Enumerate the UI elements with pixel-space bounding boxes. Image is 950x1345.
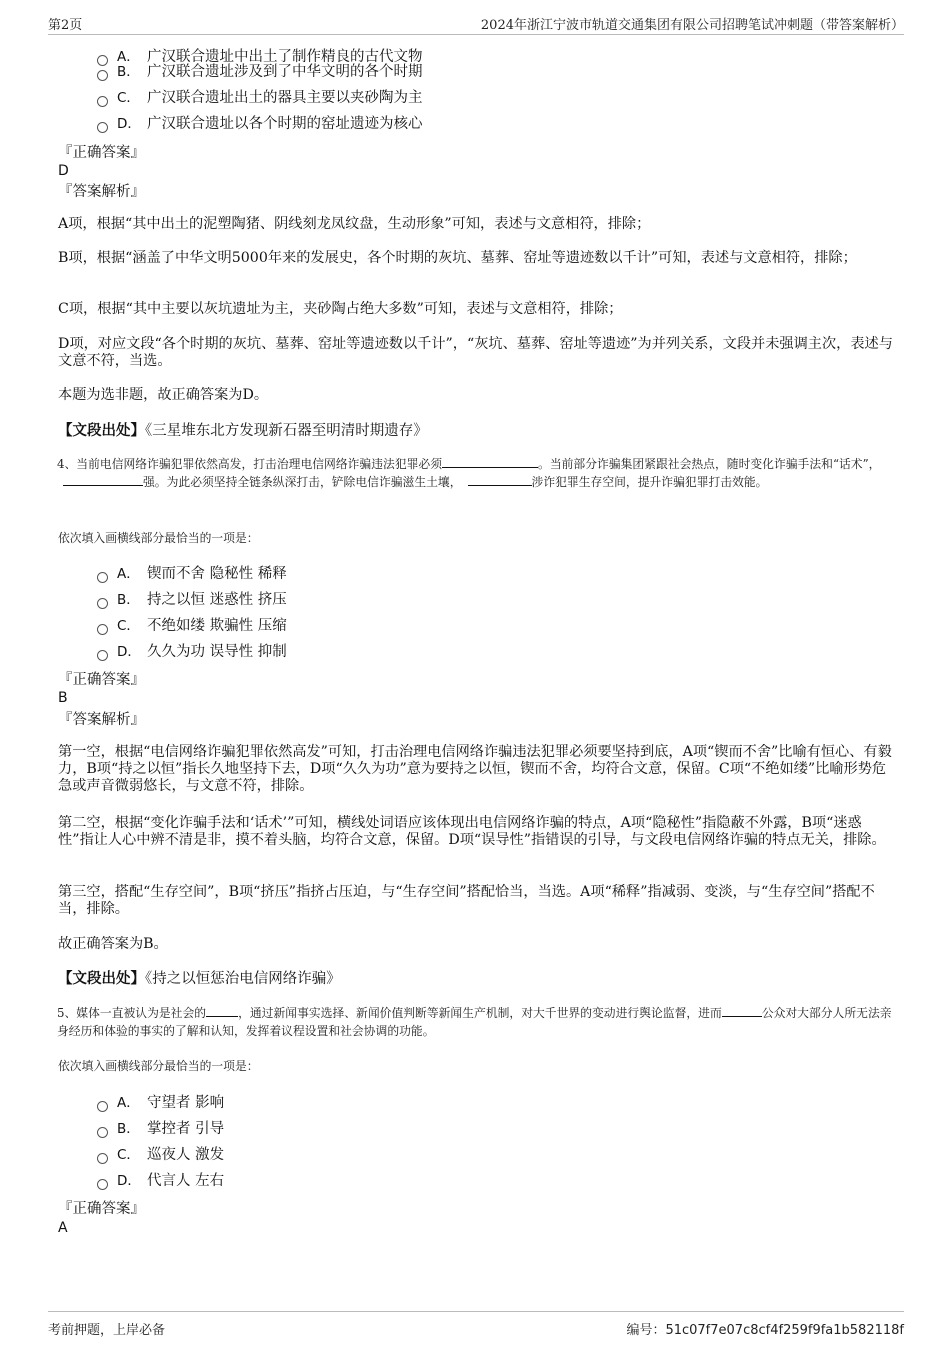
q4-source: 【文段出处】《持之以恒惩治电信网络诈骗》 [58, 970, 341, 987]
q4-analysis-2: 第二空，根据“变化诈骗手法和‘话术’”可知，横线处词语应该体现出电信网络诈骗的特点，A项“隐秘性”指隐蔽不外露，B项“迷惑性”指让人心中辨不清是非，摸不着头脑，均符合文意，保留。D项“误导性”指错误的引导，与文段电信网络诈骗的特点无关，排除。 [58, 815, 886, 848]
q3-analysis-b: B项，根据“涵盖了中华文明5000年来的发展史，各个时期的灰坑、墓葬、窑址等遗迹数以千计”可知，表述与文意相符，排除； [58, 250, 857, 266]
q3-answer-label: 『正确答案』 [58, 145, 145, 161]
q4-analysis-label: 『答案解析』 [58, 712, 145, 728]
q4-option-c[interactable]: C． 不绝如缕 欺骗性 压缩 [97, 617, 287, 635]
document-code: 编号：51c07f7e07c8cf4f259f9fa1b582118f [626, 1323, 904, 1338]
q3-analysis-label: 『答案解析』 [58, 184, 145, 200]
q4-conclusion: 故正确答案为B。 [58, 936, 168, 952]
q4-analysis-1: 第一空，根据“电信网络诈骗犯罪依然高发”可知，打击治理电信网络诈骗违法犯罪必须要坚持到底，A项“锲而不舍”比喻有恒心、有毅力，B项“持之以恒”指长久地坚持下去，D项“久久为功”意为要持之以恒，锲而不舍，均符合文意，保留。C项“不绝如缕”比喻形势危急或声音微弱悠长，与文意不符，排除。 [58, 744, 892, 794]
q3-option-b[interactable]: B． 广汉联合遗址涉及到了中华文明的各个时期 [97, 63, 423, 81]
q4-stem: 4、当前电信网络诈骗犯罪依然高发，打击治理电信网络诈骗违法犯罪必须 。当前部分诈骗集团紧跟社会热点，随时变化诈骗手法和“话术”，强。为此必须坚持全链条纵深打击，铲除电信诈骗滋生土壤， 涉诈犯罪生存空间，提升诈骗犯罪打击效能。 [57, 457, 881, 489]
q4-instruction: 依次填入画横线部分最恰当的一项是： [58, 531, 259, 545]
q3-option-d[interactable]: D． 广汉联合遗址以各个时期的窑址遗迹为核心 [97, 115, 423, 133]
q3-option-a[interactable]: A． 广汉联合遗址中出土了制作精良的古代文物 [97, 48, 423, 66]
page-number: 第2页 [48, 18, 83, 33]
radio-icon[interactable] [97, 96, 108, 107]
q5-blank-2[interactable] [722, 1005, 762, 1017]
radio-icon[interactable] [97, 1153, 108, 1164]
q3-analysis-c: C项，根据“其中主要以灰坑遗址为主，夹砂陶占绝大多数”可知，表述与文意相符，排除； [58, 301, 623, 317]
q5-option-b[interactable]: B． 掌控者 引导 [97, 1120, 224, 1138]
q4-option-d[interactable]: D． 久久为功 误导性 抑制 [97, 643, 287, 661]
q4-option-a[interactable]: A． 锲而不舍 隐秘性 稀释 [97, 565, 287, 583]
q3-analysis-d: D项，对应文段“各个时期的灰坑、墓葬、窑址等遗迹数以千计”，“灰坑、墓葬、窑址等遗迹”为并列关系，文段并未强调主次，表述与文意不符，当选。 [58, 336, 893, 369]
q3-analysis-a: A项，根据“其中出土的泥塑陶猪、阴线刻龙凤纹盘，生动形象”可知，表述与文意相符，排除； [58, 216, 651, 232]
radio-icon[interactable] [97, 598, 108, 609]
q3-source: 【文段出处】《三星堆东北方发现新石器至明清时期遗存》 [58, 422, 428, 439]
q5-option-d[interactable]: D． 代言人 左右 [97, 1172, 224, 1190]
radio-icon[interactable] [97, 650, 108, 661]
q4-blank-1[interactable] [442, 456, 538, 468]
q5-instruction: 依次填入画横线部分最恰当的一项是： [58, 1059, 259, 1073]
q4-answer-label: 『正确答案』 [58, 672, 145, 688]
footer-slogan: 考前押题，上岸必备 [48, 1323, 166, 1338]
q5-stem: 5、媒体一直被认为是社会的 ，通过新闻事实选择、新闻价值判断等新闻生产机制，对大千世界的变动进行舆论监督，进而 公众对大部分人所无法亲身经历和体验的事实的了解和认知，发挥着议程设置和社会协调的功能。 [57, 1006, 892, 1038]
q5-option-a[interactable]: A． 守望者 影响 [97, 1094, 224, 1112]
radio-icon[interactable] [97, 122, 108, 133]
q4-blank-3[interactable] [468, 474, 532, 486]
q5-blank-1[interactable] [206, 1005, 238, 1017]
q3-option-c[interactable]: C． 广汉联合遗址出土的器具主要以夹砂陶为主 [97, 89, 423, 107]
page-header [48, 14, 904, 35]
radio-icon[interactable] [97, 70, 108, 81]
radio-icon[interactable] [97, 624, 108, 635]
q5-option-c[interactable]: C． 巡夜人 激发 [97, 1146, 224, 1164]
radio-icon[interactable] [97, 1179, 108, 1190]
radio-icon[interactable] [97, 1101, 108, 1112]
radio-icon[interactable] [97, 1127, 108, 1138]
q4-option-b[interactable]: B． 持之以恒 迷惑性 挤压 [97, 591, 287, 609]
q5-answer: A [58, 1220, 68, 1236]
q5-answer-label: 『正确答案』 [58, 1201, 145, 1217]
q4-analysis-3: 第三空，搭配“生存空间”，B项“挤压”指挤占压迫，与“生存空间”搭配恰当，当选。A项“稀释”指减弱、变淡，与“生存空间”搭配不当，排除。 [58, 884, 875, 917]
q4-blank-2[interactable] [63, 474, 143, 486]
radio-icon[interactable] [97, 572, 108, 583]
page-footer [48, 1311, 904, 1338]
document-title: 2024年浙江宁波市轨道交通集团有限公司招聘笔试冲刺题（带答案解析） [480, 18, 904, 33]
q3-conclusion: 本题为选非题，故正确答案为D。 [58, 387, 269, 403]
q3-answer: D [58, 163, 69, 179]
q4-answer: B [58, 690, 68, 706]
